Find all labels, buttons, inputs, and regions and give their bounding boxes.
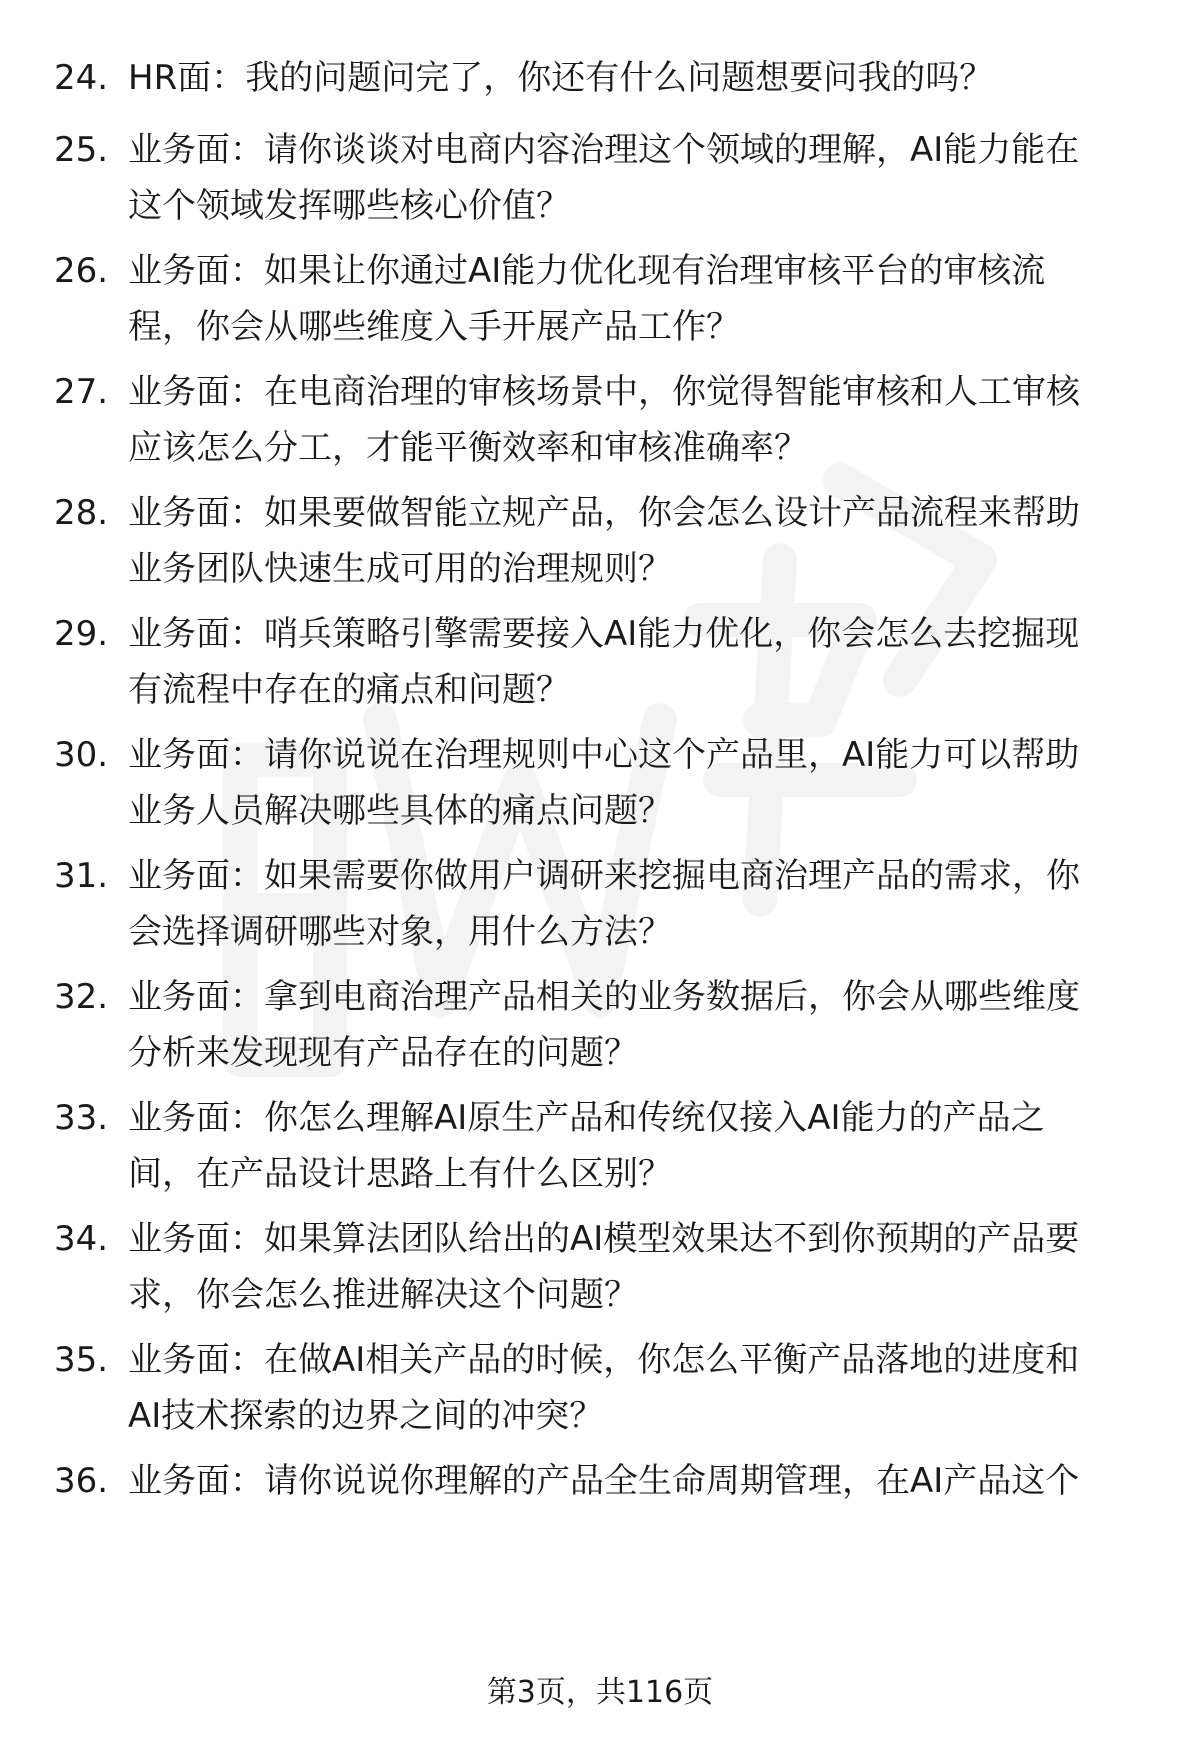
question-item [0,1090,1200,1200]
question-number: 24. [54,58,109,98]
question-text: 业务面：拿到电商治理产品相关的业务数据后，你会从哪些维度 分析来发现现有产品存在的问题？ [128,977,1080,1073]
question-number: 29. [54,614,109,654]
question-item [0,122,1200,232]
question-text: 业务面：请你说说你理解的产品全生命周期管理，在AI产品这个 [128,1461,1080,1501]
question-item [0,485,1200,595]
question-text: 业务面：如果需要你做用户调研来挖掘电商治理产品的需求，你 会选择调研哪些对象，用什么方法？ [128,856,1080,952]
question-item [0,1453,1200,1509]
question-number: 36. [54,1461,109,1501]
question-item [0,848,1200,958]
question-text: 业务面：哨兵策略引擎需要接入AI能力优化，你会怎么去挖掘现 有流程中存在的痛点和问题？ [128,614,1080,710]
question-number: 32. [54,977,109,1017]
question-item [0,364,1200,474]
question-item [0,243,1200,353]
question-number: 26. [54,251,109,291]
question-item [0,969,1200,1079]
question-number: 33. [54,1098,109,1138]
question-text: 业务面：在电商治理的审核场景中，你觉得智能审核和人工审核 应该怎么分工，才能平衡效率和审核准确率？ [128,372,1080,468]
question-number: 30. [54,735,109,775]
question-number: 31. [54,856,109,896]
question-item [0,606,1200,716]
question-text: 业务面：你怎么理解AI原生产品和传统仅接入AI能力的产品之 间，在产品设计思路上有什么区别？ [128,1098,1045,1194]
question-item [0,1332,1200,1442]
question-text: 业务面：请你谈谈对电商内容治理这个领域的理解，AI能力能在 这个领域发挥哪些核心价值？ [128,130,1080,226]
question-item [0,1211,1200,1321]
question-number: 28. [54,493,109,533]
question-number: 35. [54,1340,109,1380]
question-text: 业务面：在做AI相关产品的时候，你怎么平衡产品落地的进度和 AI技术探索的边界之间的冲突？ [128,1340,1080,1436]
question-text: HR面：我的问题问完了，你还有什么问题想要问我的吗？ [128,58,994,98]
question-text: 业务面：请你说说在治理规则中心这个产品里，AI能力可以帮助 业务人员解决哪些具体的痛点问题？ [128,735,1080,831]
page-footer: 第3页，共116页 [486,1675,714,1710]
question-text: 业务面：如果让你通过AI能力优化现有治理审核平台的审核流 程，你会从哪些维度入手开展产品工作？ [128,251,1046,347]
question-number: 25. [54,130,109,170]
question-text: 业务面：如果要做智能立规产品，你会怎么设计产品流程来帮助 业务团队快速生成可用的治理规则？ [128,493,1080,589]
question-text: 业务面：如果算法团队给出的AI模型效果达不到你预期的产品要 求，你会怎么推进解决这个问题？ [128,1219,1080,1315]
question-number: 34. [54,1219,109,1259]
question-item [0,727,1200,837]
question-number: 27. [54,372,109,412]
